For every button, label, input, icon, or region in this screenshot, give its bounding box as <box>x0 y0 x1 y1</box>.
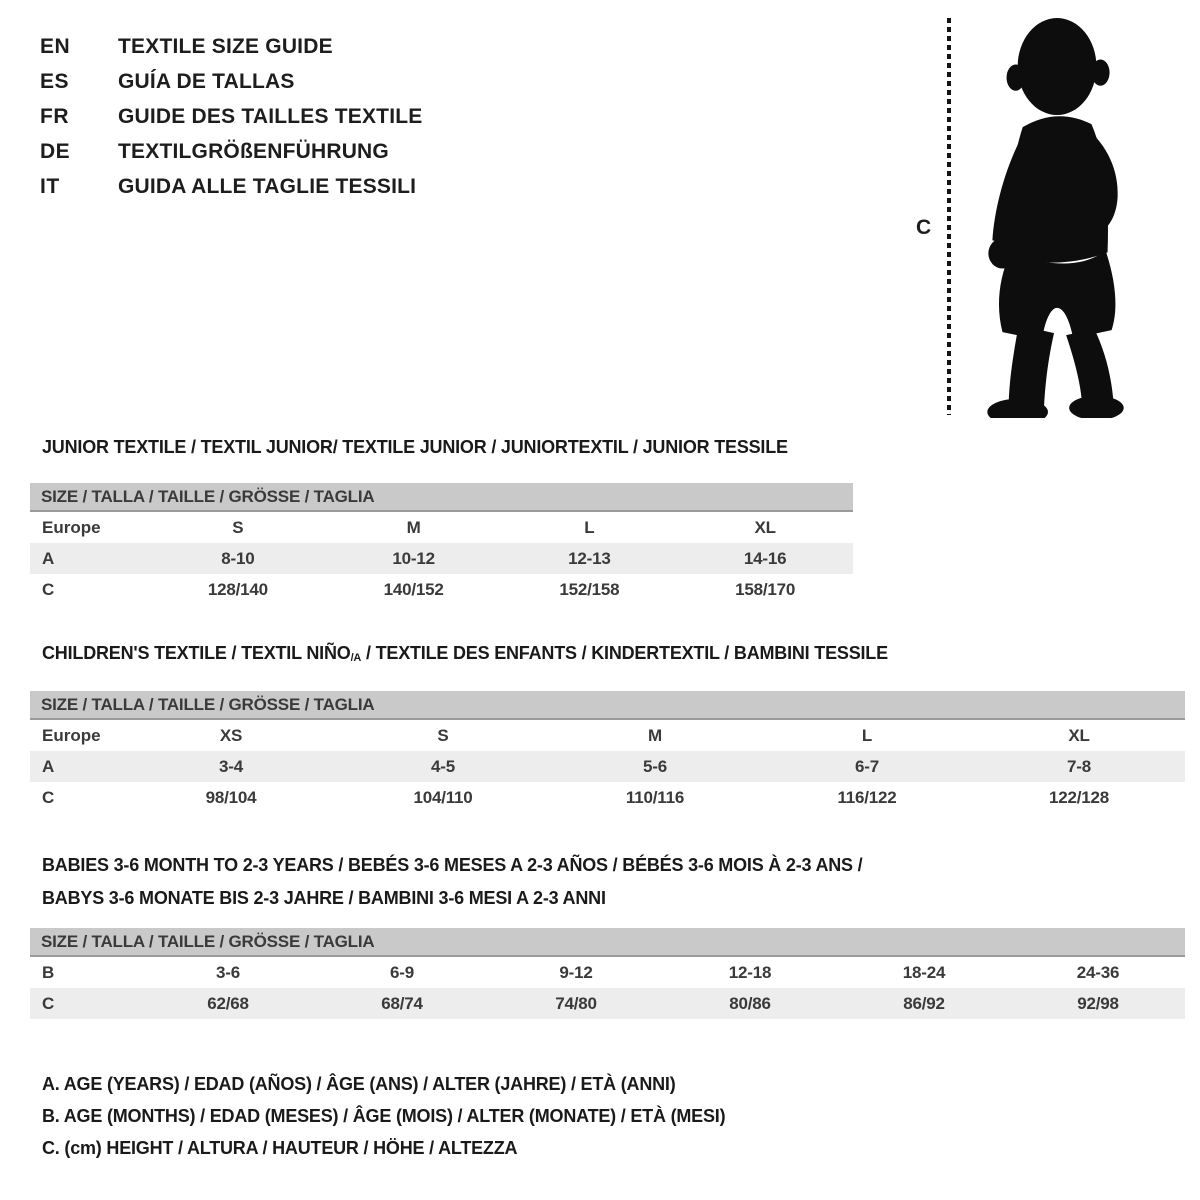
size-cell: 152/158 <box>559 579 620 599</box>
size-cell: M <box>648 725 662 745</box>
size-header-bar: SIZE / TALLA / TAILLE / GRÖSSE / TAGLIA <box>30 691 1185 720</box>
children-title-part2: / TEXTILE DES ENFANTS / KINDERTEXTIL / BAMBINI TESSILE <box>361 643 888 663</box>
babies-section-title <box>42 849 862 915</box>
language-label: TEXTILE SIZE GUIDE <box>118 35 333 58</box>
size-cell: M <box>406 517 421 537</box>
size-cell: 4-5 <box>431 756 455 776</box>
size-cell: 68/74 <box>381 993 423 1013</box>
language-row <box>40 106 422 127</box>
row-label: C <box>42 579 55 599</box>
language-code: ES <box>40 70 70 93</box>
row-label: B <box>42 962 55 982</box>
row-label: C <box>42 787 55 807</box>
size-cell: XS <box>219 725 243 745</box>
baby-silhouette-icon <box>962 14 1144 418</box>
table-row <box>30 512 853 543</box>
size-cell: S <box>232 517 244 537</box>
row-label: A <box>42 548 55 568</box>
language-row <box>40 141 422 162</box>
size-cell: 12-18 <box>728 962 772 982</box>
language-label: TEXTILGRÖßENFÜHRUNG <box>118 140 389 163</box>
babies-title-line1: BABIES 3-6 MONTH TO 2-3 YEARS / BEBÉS 3-6 MESES A 2-3 AÑOS / BÉBÉS 3-6 MOIS À 2-3 ANS / <box>42 855 863 875</box>
size-cell: 12-13 <box>568 548 611 568</box>
language-row <box>40 71 422 92</box>
table-row <box>30 751 1185 782</box>
size-cell: 8-10 <box>221 548 255 568</box>
size-cell: 86/92 <box>903 993 945 1013</box>
height-measure-line <box>947 18 951 415</box>
size-cell: 92/98 <box>1077 993 1119 1013</box>
children-section-title <box>42 643 888 664</box>
size-cell: 122/128 <box>1048 787 1110 807</box>
children-title-part1: CHILDREN'S TEXTILE / TEXTIL NIÑO <box>42 643 351 663</box>
children-title-subscript: /A <box>350 652 362 664</box>
size-cell: 158/170 <box>735 579 796 599</box>
language-code: DE <box>40 140 71 163</box>
size-cell: 74/80 <box>555 993 597 1013</box>
language-code: EN <box>40 35 71 58</box>
size-cell: L <box>861 725 873 745</box>
size-cell: 6-7 <box>855 756 879 776</box>
size-cell: XL <box>754 517 776 537</box>
size-cell: 98/104 <box>205 787 257 807</box>
table-row <box>30 782 1185 813</box>
table-row <box>30 574 853 605</box>
language-label: GUIDA ALLE TAGLIE TESSILI <box>118 175 417 198</box>
language-label: GUÍA DE TALLAS <box>118 70 295 93</box>
language-code: IT <box>40 175 60 198</box>
table-row <box>30 543 853 574</box>
babies-title-line2: BABYS 3-6 MONATE BIS 2-3 JAHRE / BAMBINI 3-6 MESI A 2-3 ANNI <box>42 888 606 908</box>
children-size-table <box>30 691 1185 813</box>
junior-size-table <box>30 483 853 605</box>
size-cell: 14-16 <box>743 548 787 568</box>
row-label: Europe <box>42 725 101 745</box>
measure-label: C <box>916 216 932 239</box>
size-cell: XL <box>1068 725 1090 745</box>
junior-section-title: JUNIOR TEXTILE / TEXTIL JUNIOR/ TEXTILE JUNIOR / JUNIORTEXTIL / JUNIOR TESSILE <box>42 437 788 457</box>
language-row <box>40 36 422 57</box>
table-row <box>30 988 1185 1019</box>
language-label: GUIDE DES TAILLES TEXTILE <box>118 105 423 128</box>
language-list <box>40 36 422 197</box>
size-cell: 5-6 <box>643 756 667 776</box>
size-cell: 9-12 <box>559 962 593 982</box>
size-cell: 7-8 <box>1067 756 1091 776</box>
row-label: C <box>42 993 55 1013</box>
legend-line-a: A. AGE (YEARS) / EDAD (AÑOS) / ÂGE (ANS) / ALTER (JAHRE) / ETÀ (ANNI) <box>42 1074 676 1094</box>
language-code: FR <box>40 105 69 128</box>
babies-size-table <box>30 928 1185 1019</box>
legend-line-b: B. AGE (MONTHS) / EDAD (MESES) / ÂGE (MOIS) / ALTER (MONATE) / ETÀ (MESI) <box>42 1106 726 1126</box>
size-cell: 104/110 <box>413 787 473 807</box>
size-header-bar: SIZE / TALLA / TAILLE / GRÖSSE / TAGLIA <box>30 928 1185 957</box>
language-row <box>40 176 422 197</box>
size-cell: 24-36 <box>1076 962 1120 982</box>
size-cell: 80/86 <box>729 993 771 1013</box>
size-cell: S <box>437 725 449 745</box>
table-row <box>30 720 1185 751</box>
size-cell: 18-24 <box>902 962 946 982</box>
size-cell: 62/68 <box>207 993 249 1013</box>
row-label: A <box>42 756 55 776</box>
legend <box>42 1074 725 1170</box>
size-cell: 110/116 <box>625 787 685 807</box>
legend-line-c: C. (cm) HEIGHT / ALTURA / HAUTEUR / HÖHE / ALTEZZA <box>42 1138 518 1158</box>
table-row <box>30 957 1185 988</box>
size-cell: L <box>584 517 595 537</box>
size-cell: 140/152 <box>383 579 444 599</box>
size-cell: 10-12 <box>392 548 435 568</box>
size-cell: 116/122 <box>837 787 897 807</box>
size-cell: 3-6 <box>216 962 240 982</box>
size-header-bar: SIZE / TALLA / TAILLE / GRÖSSE / TAGLIA <box>30 483 853 512</box>
size-cell: 6-9 <box>390 962 414 982</box>
size-cell: 3-4 <box>219 756 243 776</box>
row-label: Europe <box>42 517 101 537</box>
size-cell: 128/140 <box>207 579 268 599</box>
